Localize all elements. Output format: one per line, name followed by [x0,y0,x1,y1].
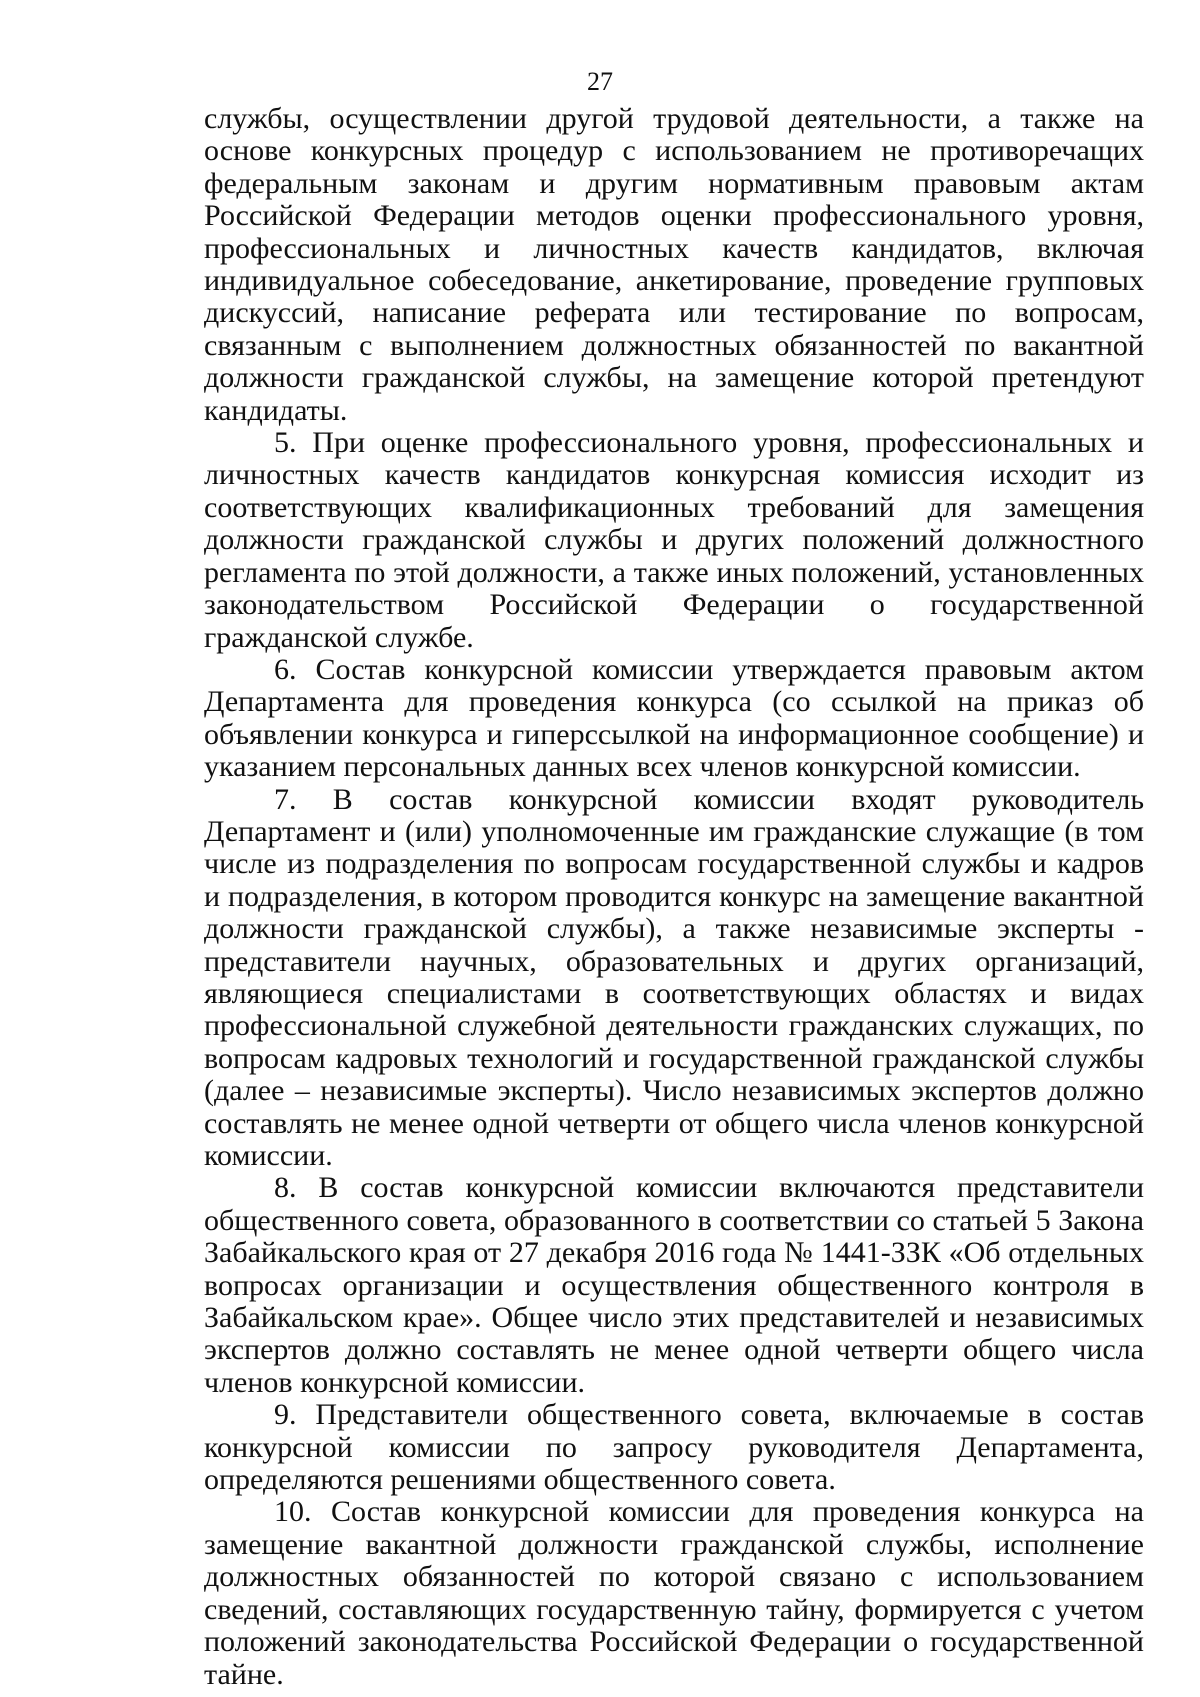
paragraph-continuation: службы, осуществлении другой трудовой деятельности, а также на основе конкурсных процедур с использованием не противоречащих федеральным законам и другим нормативным правовым актам Российской Федерации методов оценки профессионального уровня, профессиональных и личностных качеств кандидатов, включая индивидуальное собеседование, анкетирование, проведение групповых дискуссий, написание реферата или тестирование по вопросам, связанным с выполнением должностных обязанностей по вакантной должности гражданской службы, на замещение которой претендуют кандидаты. [204,102,1144,427]
paragraph-item-6: 6. Состав конкурсной комиссии утверждается правовым актом Департамента для проведения конкурса (со ссылкой на приказ об объявлении конкурса и гиперссылкой на информационное сообщение) и указанием персональных данных всех членов конкурсной комиссии. [204,652,1144,784]
page-number: 27 [587,67,613,96]
paragraph-item-10: 10. Состав конкурсной комиссии для проведения конкурса на замещение вакантной должности гражданской службы, исполнение должностных обязанностей по которой связано с использованием сведений, составляющих государственную тайну, формируется с учетом положений законодательства Российской Федерации о государственной тайне. [204,1495,1144,1691]
paragraph-item-9: 9. Представители общественного совета, включаемые в состав конкурсной комиссии по запросу руководителя Департамента, определяются решениями общественного совета. [204,1398,1144,1497]
paragraph-item-7: 7. В состав конкурсной комиссии входят руководитель Департамент и (или) уполномоченные им гражданские служащие (в том числе из подразделения по вопросам государственной службы и кадров и подразделения, в котором проводится конкурс на замещение вакантной должности гражданской службы), а также независимые эксперты - представители научных, образовательных и других организаций, являющиеся специалистами в соответствующих областях и видах профессиональной служебной деятельности гражданских служащих, по вопросам кадровых технологий и государственной гражданской службы (далее – независимые эксперты). Число независимых экспертов должно составлять не менее одной четверти от общего числа членов конкурсной комиссии. [204,782,1144,1172]
document-body [204,103,1144,1691]
paragraph-item-8: 8. В состав конкурсной комиссии включаются представители общественного совета, образованного в соответствии со статьей 5 Закона Забайкальского края от 27 декабря 2016 года № 1441-ЗЗК «Об отдельных вопросах организации и осуществления общественного контроля в Забайкальском крае». Общее число этих представителей и независимых экспертов должно составлять не менее одной четверти общего числа членов конкурсной комиссии. [204,1171,1144,1399]
paragraph-item-5: 5. При оценке профессионального уровня, профессиональных и личностных качеств кандидатов конкурсная комиссия исходит из соответствующих квалификационных требований для замещения должности гражданской службы и других положений должностного регламента по этой должности, а также иных положений, установленных законодательством Российской Федерации о государственной гражданской службе. [204,426,1144,654]
